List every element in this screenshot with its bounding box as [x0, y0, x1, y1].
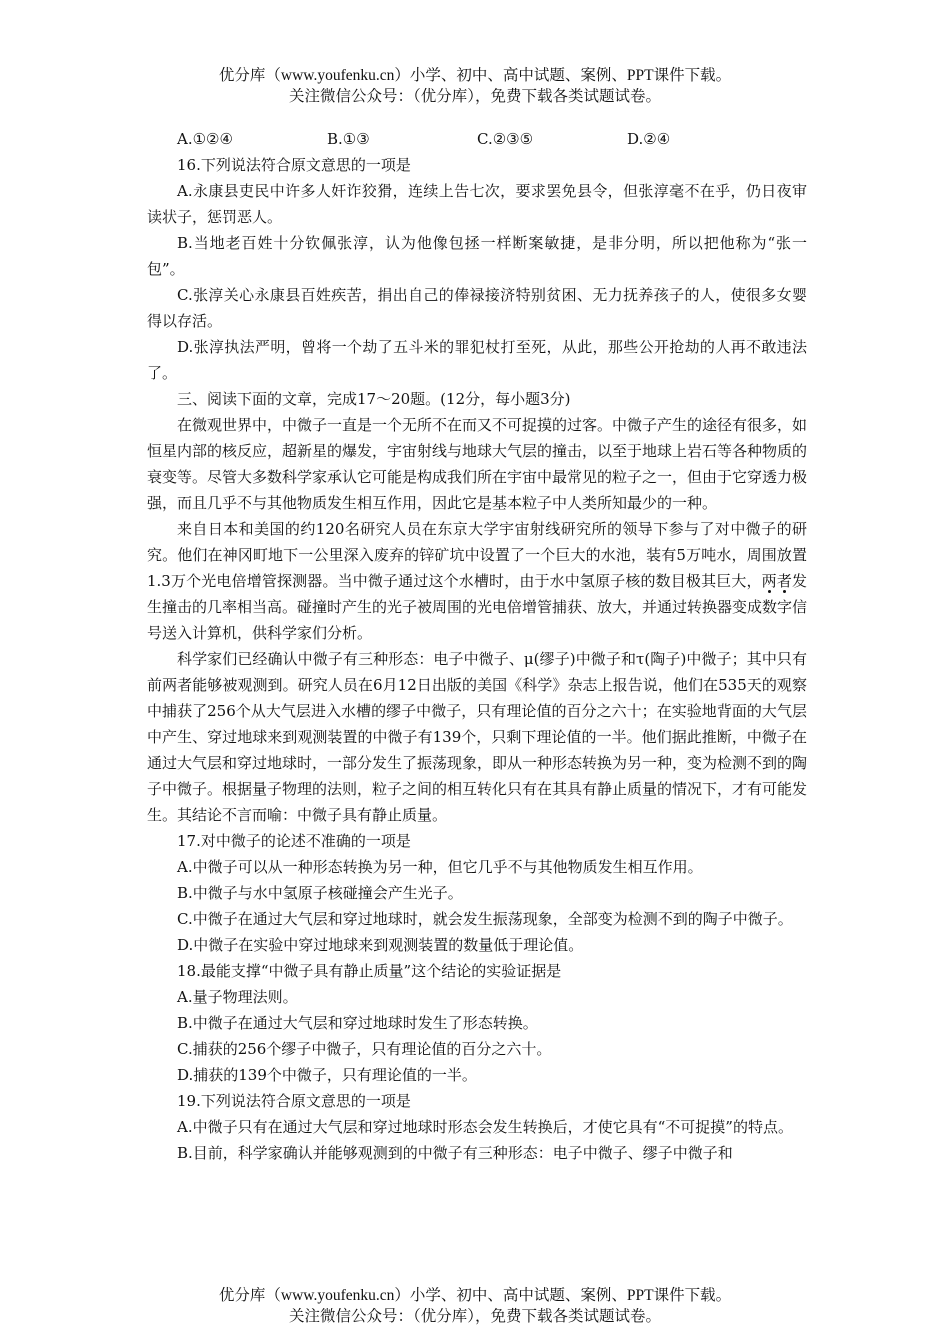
section-3-title: 三、阅读下面的文章，完成17～20题。(12分，每小题3分): [177, 390, 571, 408]
passage-paragraph-2: [147, 516, 807, 646]
q16-option-a: A.永康县吏民中许多人奸诈狡猾，连续上告七次，要求罢免县令，但张淳毫不在乎，仍日夜审读状子，惩罚恶人。: [147, 182, 807, 226]
q16-option-b: B.当地老百姓十分钦佩张淳，认为他像包拯一样断案敏捷，是非分明，所以把他称为“张一包”。: [147, 234, 807, 278]
q17-option-c: C.中微子在通过大气层和穿过地球时，就会发生振荡现象，全部变为检测不到的陶子中微子。: [177, 910, 793, 928]
q18-stem: 18.最能支撑“中微子具有静止质量”这个结论的实验证据是: [177, 962, 562, 980]
q16-stem: 16.下列说法符合原文意思的一项是: [177, 156, 411, 174]
passage-p2-text-b: 发生撞击的几率相当高。碰撞时产生的光子被周围的光电倍增管捕获、放大，并通过转换器变成数字信号送入计算机，供科学家们分析。: [147, 572, 808, 642]
q16-option-c: C.张淳关心永康县百姓疾苦，捐出自己的俸禄接济特别贫困、无力抚养孩子的人，使很多女婴得以存活。: [147, 286, 807, 330]
emphasis-dot-char: 者: [776, 572, 792, 590]
footer-line-1: 优分库（www.youfenku.cn）小学、初中、高中试题、案例、PPT课件下载。: [218, 1287, 732, 1304]
q19-stem: 19.下列说法符合原文意思的一项是: [177, 1092, 411, 1110]
header-line-2: 关注微信公众号：（优分库），免费下载各类试题试卷。: [288, 88, 661, 105]
q16-option-d: D.张淳执法严明，曾将一个劫了五斗米的罪犯杖打至死，从此，那些公开抢劫的人再不敢违法了。: [147, 338, 807, 382]
q19-option-b: B.目前，科学家确认并能够观测到的中微子有三种形态：电子中微子、缪子中微子和: [177, 1144, 733, 1162]
page-footer: [0, 1285, 950, 1327]
q17-option-b: B.中微子与水中氢原子核碰撞会产生光子。: [177, 884, 463, 902]
passage-paragraph-3: 科学家们已经确认中微子有三种形态：电子中微子、μ(缪子)中微子和τ(陶子)中微子；其中只有前两者能够被观测到。研究人员在6月12日出版的美国《科学》杂志上报告说，他们在535天的观察中捕获了256个从大气层进入水槽的缪子中微子，只有理论值的百分之六十；在实验地背面的大气层中产生、穿过地球来到观测装置的中微子有139个，只剩下理论值的一半。他们据此推断，中微子在通过大气层和穿过地球时，一部分发生了振荡现象，即从一种形态转换为另一种，变为检测不到的陶子中微子。根据量子物理的法则，粒子之间的相互转化只有在其具有静止质量的情况下，才有可能发生。其结论不言而喻：中微子具有静止质量。: [147, 650, 808, 824]
emphasis-dot-char: 两: [761, 572, 777, 590]
page-header: [0, 65, 950, 107]
q18-option-d: D.捕获的139个中微子，只有理论值的一半。: [177, 1066, 477, 1084]
footer-line-2: 关注微信公众号：（优分库），免费下载各类试题试卷。: [288, 1308, 661, 1325]
q17-option-d: D.中微子在实验中穿过地球来到观测装置的数量低于理论值。: [177, 936, 584, 954]
q17-option-a: A.中微子可以从一种形态转换为另一种，但它几乎不与其他物质发生相互作用。: [177, 858, 703, 876]
document-body: [147, 126, 807, 1166]
passage-paragraph-1: 在微观世界中，中微子一直是一个无所不在而又不可捉摸的过客。中微子产生的途径有很多，如恒星内部的核反应，超新星的爆发，宇宙射线与地球大气层的撞击，以至于地球上岩石等各种物质的衰变等。尽管大多数科学家承认它可能是构成我们所在宇宙中最常见的粒子之一，但由于它穿透力极强，而且几乎不与其他物质发生相互作用，因此它是基本粒子中人类所知最少的一种。: [147, 416, 808, 512]
q15-option-a: A.①②④: [177, 130, 233, 148]
passage-p2-text-a: 来自日本和美国的约120名研究人员在东京大学宇宙射线研究所的领导下参与了对中微子的研究。他们在神冈町地下一公里深入废弃的锌矿坑中设置了一个巨大的水池，装有5万吨水，周围放置1.3万个光电倍增管探测器。当中微子通过这个水槽时，由于水中氢原子核的数目极其巨大，: [147, 520, 807, 590]
q15-option-d: D.②④: [627, 130, 671, 148]
q18-option-c: C.捕获的256个缪子中微子，只有理论值的百分之六十。: [177, 1040, 552, 1058]
q17-stem: 17.对中微子的论述不准确的一项是: [177, 832, 411, 850]
q15-option-c: C.②③⑤: [477, 130, 534, 148]
q15-option-b: B.①③: [327, 130, 370, 148]
q15-options: [147, 126, 807, 152]
q18-option-b: B.中微子在通过大气层和穿过地球时发生了形态转换。: [177, 1014, 538, 1032]
q18-option-a: A.量子物理法则。: [177, 988, 298, 1006]
header-line-1: 优分库（www.youfenku.cn）小学、初中、高中试题、案例、PPT课件下载。: [218, 67, 732, 84]
q19-option-a: A.中微子只有在通过大气层和穿过地球时形态会发生转换后，才使它具有“不可捉摸”的特点。: [177, 1118, 793, 1136]
